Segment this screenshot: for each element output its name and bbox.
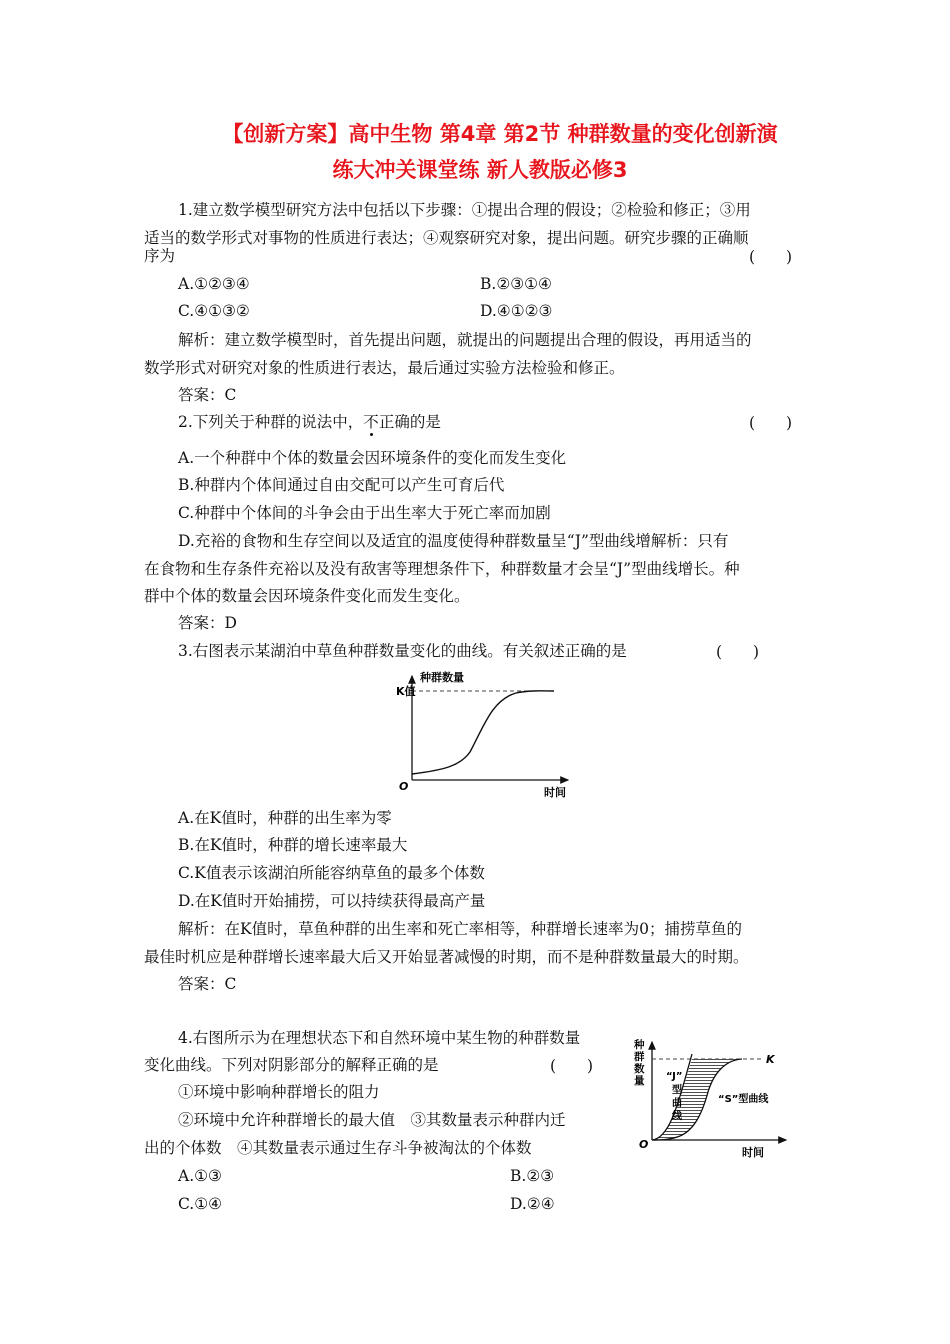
q4-item-1: ①环境中影响种群增长的阻力	[178, 1083, 380, 1101]
q4-y-label-char-3: 数	[634, 1063, 645, 1075]
q2-stem-pre: 2.下列关于种群的说法中，	[178, 413, 364, 431]
q4-y-label-char-4: 量	[634, 1075, 645, 1087]
q4-option-c: C.①④	[178, 1195, 223, 1213]
q4-option-b: B.②③	[510, 1167, 555, 1185]
q4-option-d: D.②④	[510, 1195, 555, 1213]
q4-item-2: ②环境中允许种群增长的最大值 ③其数量表示种群内迁	[178, 1111, 566, 1129]
q2-explanation-line-2: 群中个体的数量会因环境条件变化而发生变化。	[144, 587, 470, 605]
q1-answer-paren: ( )	[749, 248, 793, 266]
q4-y-label-char-1: 种	[634, 1039, 645, 1051]
q4-k-label: K	[766, 1053, 775, 1066]
q3-k-label: K值	[396, 685, 416, 698]
q1-explanation-line-1: 解析：建立数学模型时，首先提出问题，就提出的问题提出合理的假设，再用适当的	[178, 331, 752, 349]
q3-s-curve-figure	[396, 666, 576, 800]
q3-option-d: D.在K值时开始捕捞，可以持续获得最高产量	[178, 892, 486, 910]
q4-j-label-char-1: 型	[672, 1085, 682, 1096]
q4-stem-line-2: 变化曲线。下列对阴影部分的解释正确的是	[144, 1056, 439, 1074]
q4-stem-line-1: 4.右图所示为在理想状态下和自然环境中某生物的种群数量	[178, 1029, 581, 1047]
q3-y-axis-label: 种群数量	[420, 671, 464, 684]
q4-option-a: A.①③	[178, 1167, 222, 1185]
q2-option-d: D.充裕的食物和生存空间以及适宜的温度使得种群数量呈“J”型曲线增解析：只有	[178, 532, 729, 550]
q4-j-label-quote: “J”	[666, 1071, 683, 1082]
q2-answer: 答案：D	[178, 614, 237, 632]
q1-option-d: D.④①②③	[480, 302, 553, 320]
q2-explanation-line-1: 在食物和生存条件充裕以及没有敌害等理想条件下，种群数量才会呈“J”型曲线增长。种	[144, 560, 740, 578]
q1-option-b: B.②③①④	[480, 275, 552, 293]
q4-s-curve-label: “S”型曲线	[718, 1094, 769, 1105]
q4-j-label-char-3: 线	[672, 1111, 682, 1122]
q1-answer: 答案：C	[178, 386, 237, 404]
document-title-line-2: 练大冲关课堂练 新人教版必修3	[332, 158, 628, 182]
q2-answer-paren: ( )	[749, 414, 793, 432]
q3-answer-paren: ( )	[716, 643, 760, 661]
q3-explanation-line-1: 解析：在K值时，草鱼种群的出生率和死亡率相等，种群增长速率为0；捕捞草鱼的	[178, 920, 742, 938]
q3-explanation-line-2: 最佳时机应是种群增长速率最大后又开始显著减慢的时期，而不是种群数量最大的时期。	[144, 948, 749, 966]
q2-stem-post: 正确的是	[378, 413, 441, 431]
q2-stem-emphasis: 不	[363, 413, 379, 431]
q3-option-b: B.在K值时，种群的增长速率最大	[178, 836, 408, 854]
q2-stem	[178, 411, 441, 433]
q2-option-c: C.种群中个体间的斗争会由于出生率大于死亡率而加剧	[178, 504, 551, 522]
q3-origin-label: O	[399, 780, 409, 793]
q3-option-a: A.在K值时，种群的出生率为零	[178, 809, 392, 827]
q1-option-a: A.①②③④	[178, 275, 250, 293]
q1-option-c: C.④①③②	[178, 302, 250, 320]
q1-stem-line-1: 1.建立数学模型研究方法中包括以下步骤：①提出合理的假设；②检验和修正；③用	[178, 201, 751, 219]
q4-origin-label: O	[639, 1138, 649, 1151]
q4-y-label-char-2: 群	[634, 1051, 645, 1063]
q1-stem-line-3: 序为	[144, 247, 176, 265]
q2-option-b: B.种群内个体间通过自由交配可以产生可育后代	[178, 476, 505, 494]
q1-explanation-line-2: 数学形式对研究对象的性质进行表达，最后通过实验方法检验和修正。	[144, 359, 625, 377]
q4-item-3: 出的个体数 ④其数量表示通过生存斗争被淘汰的个体数	[144, 1139, 532, 1157]
q3-stem: 3.右图表示某湖泊中草鱼种群数量变化的曲线。有关叙述正确的是	[178, 642, 627, 660]
q3-option-c: C.K值表示该湖泊所能容纳草鱼的最多个体数	[178, 864, 485, 882]
q4-x-axis-label: 时间	[742, 1146, 764, 1159]
q3-x-axis-label: 时间	[544, 786, 566, 799]
q3-answer: 答案：C	[178, 975, 237, 993]
q2-option-a: A.一个种群中个体的数量会因环境条件的变化而发生变化	[178, 449, 567, 467]
q4-j-s-curve-figure	[630, 1034, 790, 1162]
q1-stem-line-2: 适当的数学形式对事物的性质进行表达；④观察研究对象，提出问题。研究步骤的正确顺	[144, 229, 749, 247]
q4-j-label-char-2: 曲	[672, 1098, 682, 1109]
q4-answer-paren: ( )	[550, 1057, 594, 1075]
document-title-line-1: 【创新方案】高中生物 第4章 第2节 种群数量的变化创新演	[222, 122, 778, 146]
q3-s-curve	[412, 691, 554, 774]
